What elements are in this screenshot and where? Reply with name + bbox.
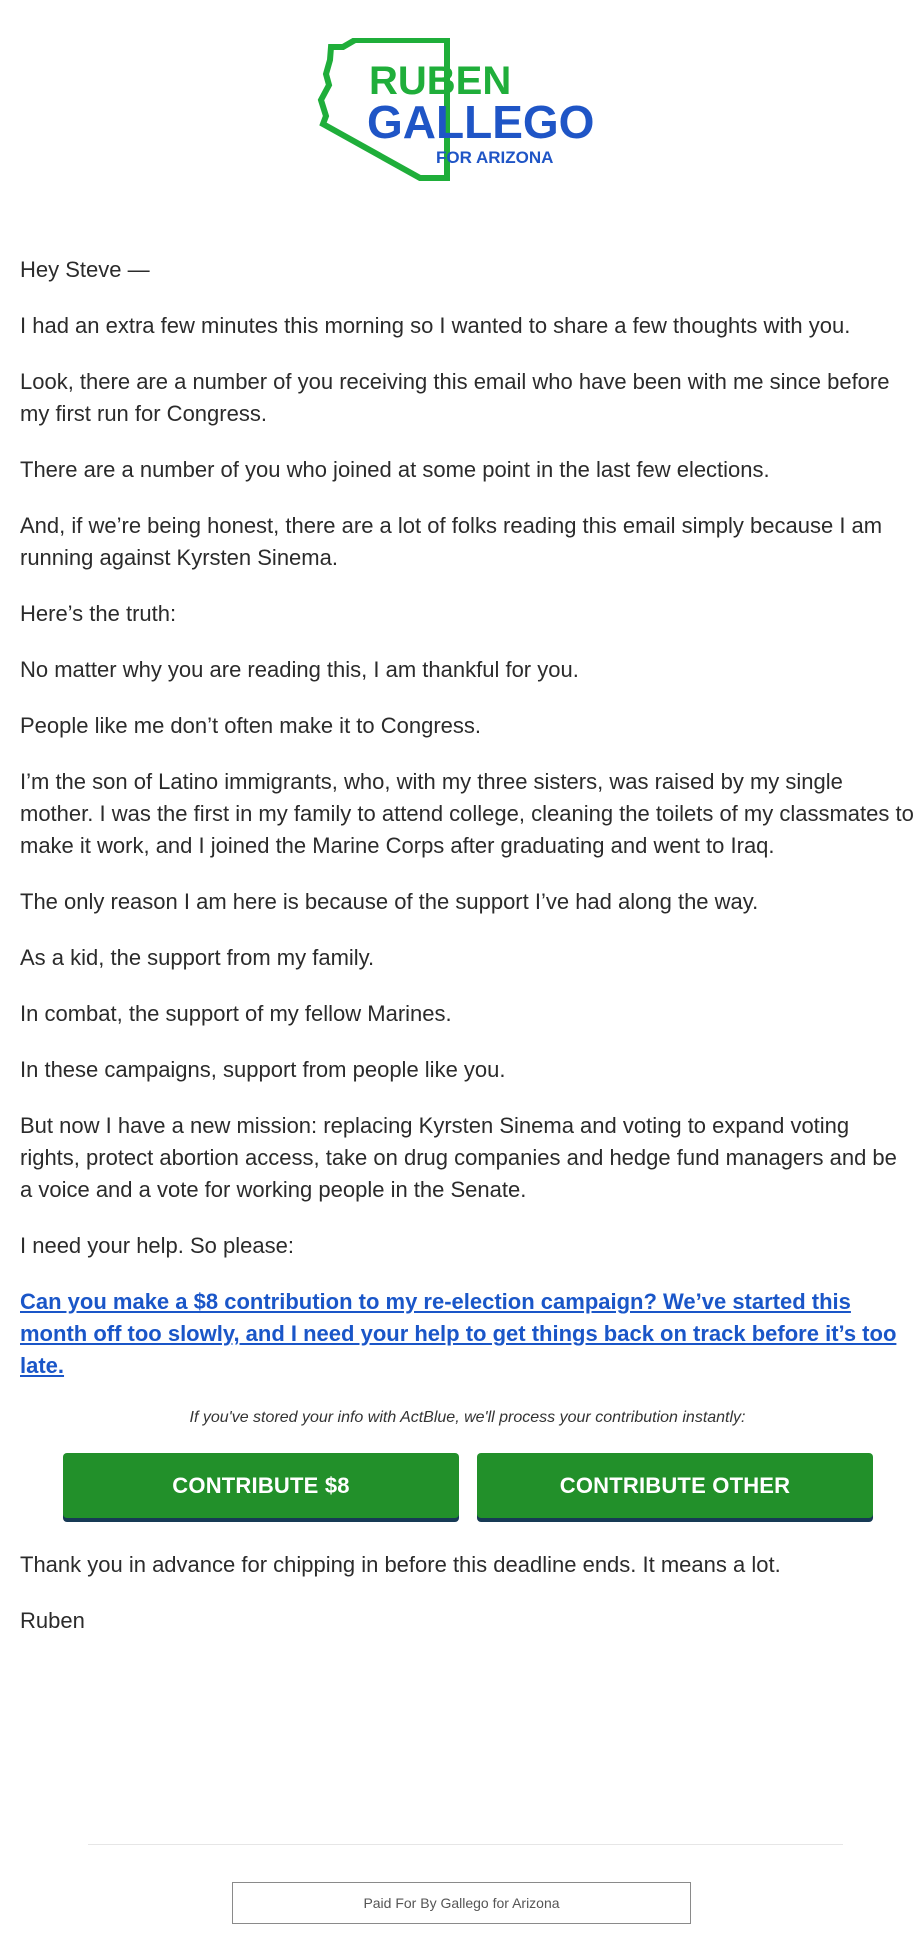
closing-text: Thank you in advance for chipping in before this deadline ends. It means a lot. [20, 1552, 781, 1577]
button-row [20, 1453, 915, 1518]
actblue-note: If you've stored your info with ActBlue, we'll process your contribution instantly: [189, 1409, 746, 1426]
paragraph: As a kid, the support from my family. [20, 945, 375, 970]
paragraph: And, if we’re being honest, there are a lot of folks reading this email simply because I am running against Kyrsten Sinema. [20, 513, 883, 570]
paragraph: No matter why you are reading this, I am thankful for you. [20, 657, 579, 682]
paragraph: There are a number of you who joined at some point in the last few elections. [20, 457, 770, 482]
paid-for-text: Paid For By Gallego for Arizona [363, 1895, 560, 1911]
logo-text-for-arizona: FOR ARIZONA [435, 148, 553, 167]
contribute-8-button[interactable]: CONTRIBUTE $8 [63, 1453, 459, 1518]
paragraph: In combat, the support of my fellow Marines. [20, 1001, 452, 1026]
contribution-link[interactable]: Can you make a $8 contribution to my re-election campaign? We’ve started this month off too slowly, and I need your help to get things back on track before it’s too late. [20, 1289, 897, 1378]
paragraph: In these campaigns, support from people like you. [20, 1057, 506, 1082]
paragraph: I had an extra few minutes this morning so I wanted to share a few thoughts with you. [20, 313, 851, 338]
email-body [20, 254, 915, 1661]
greeting: Hey Steve — [20, 257, 150, 282]
footer-divider [88, 1844, 843, 1845]
paragraph: Look, there are a number of you receiving this email who have been with me since before my first run for Congress. [20, 369, 890, 426]
paragraph: People like me don’t often make it to Congress. [20, 713, 482, 738]
logo-text-ruben: RUBEN [368, 59, 511, 103]
paid-for-disclaimer [232, 1882, 691, 1924]
logo-text-gallego: GALLEGO [366, 96, 594, 148]
paragraph: I need your help. So please: [20, 1233, 294, 1258]
paragraph: I’m the son of Latino immigrants, who, with my three sisters, was raised by my single mother. I was the first in my family to attend college, cleaning the toilets of my classmates to make it work, and I joined the Marine Corps after graduating and went to Iraq. [20, 769, 914, 858]
arizona-logo-icon [317, 38, 607, 184]
contribute-other-button[interactable]: CONTRIBUTE OTHER [477, 1453, 873, 1518]
paragraph: But now I have a new mission: replacing Kyrsten Sinema and voting to expand voting rights, protect abortion access, take on drug companies and hedge fund managers and be a voice and a vote for working people in the Senate. [20, 1113, 897, 1202]
paragraph: Here’s the truth: [20, 601, 177, 626]
signature: Ruben [20, 1608, 85, 1633]
paragraph: The only reason I am here is because of the support I’ve had along the way. [20, 889, 759, 914]
campaign-logo [0, 38, 923, 184]
